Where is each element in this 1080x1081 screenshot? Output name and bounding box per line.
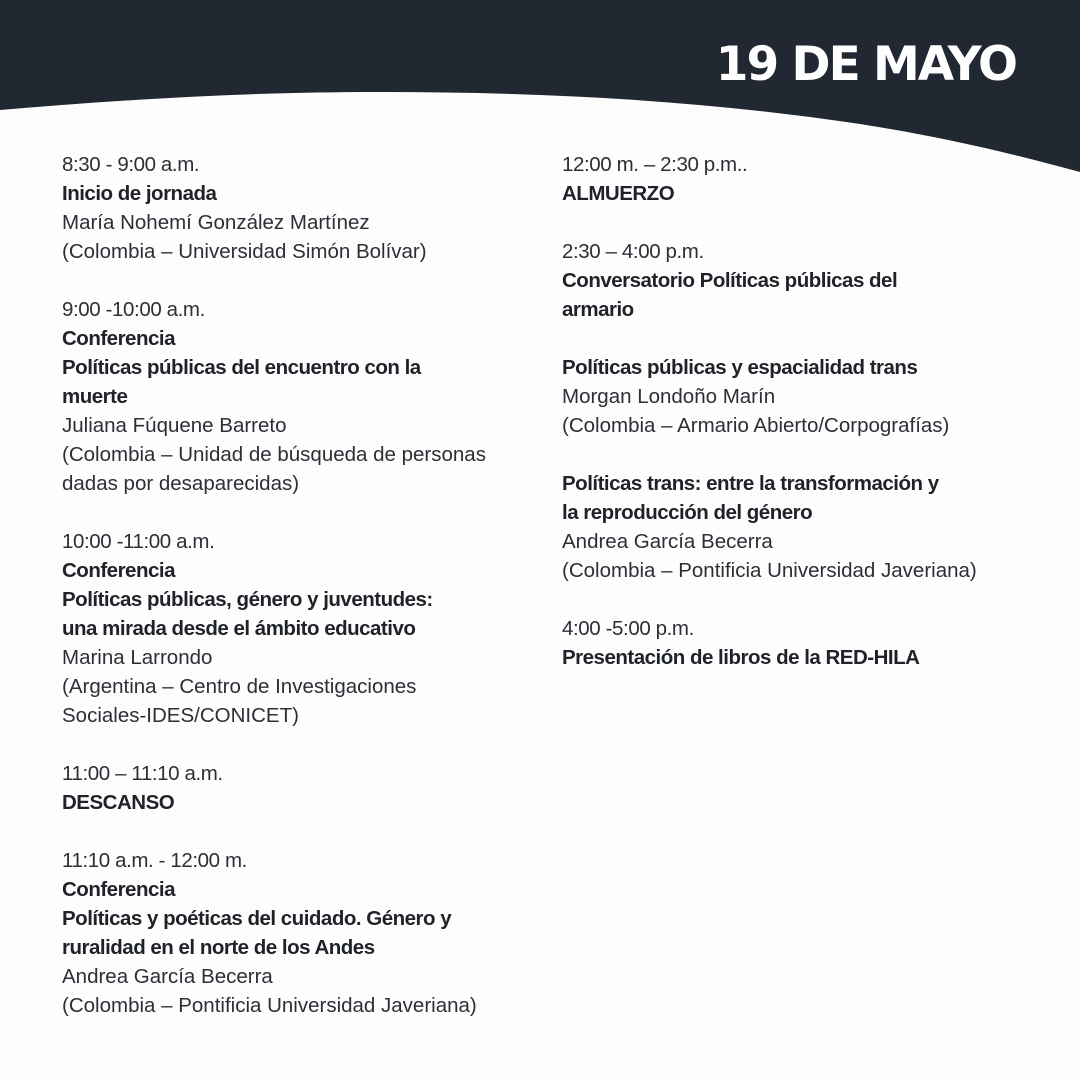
event-detail-line: Morgan Londoño Marín [562,385,776,408]
event-title-line: Conferencia [62,878,175,901]
schedule-event [562,150,1042,208]
event-detail-line: Marina Larrondo [62,646,213,669]
schedule-column-right [562,150,1042,701]
event-time: 12:00 m. – 2:30 p.m.. [562,153,748,176]
event-title-line: Conferencia [62,559,175,582]
event-title-line: muerte [62,385,128,408]
event-title-line: ALMUERZO [562,182,675,205]
event-detail-line: (Colombia – Unidad de búsqueda de personas [62,443,486,466]
event-detail-line: (Colombia – Pontificia Universidad Javeriana) [62,994,477,1017]
event-title-line: ruralidad en el norte de los Andes [62,936,375,959]
event-detail-line: Andrea García Becerra [562,530,773,553]
schedule-event [562,614,1042,672]
event-time: 2:30 – 4:00 p.m. [562,240,704,263]
event-detail-line: (Colombia – Armario Abierto/Corpografías) [562,414,950,437]
schedule-event [562,469,1042,585]
event-title-line: una mirada desde el ámbito educativo [62,617,416,640]
event-time: 11:00 – 11:10 a.m. [62,762,223,785]
event-title-line: Presentación de libros de la RED-HILA [562,646,920,669]
event-title-line: Inicio de jornada [62,182,217,205]
schedule-event [62,150,542,266]
event-detail-line: Andrea García Becerra [62,965,273,988]
date-title: 19 DE MAYO [715,37,1016,92]
schedule-event [562,353,1042,440]
event-detail-line: (Colombia – Universidad Simón Bolívar) [62,240,427,263]
event-title-line: Políticas públicas del encuentro con la [62,356,421,379]
event-detail-line: Sociales-IDES/CONICET) [62,704,299,727]
event-title-line: armario [562,298,634,321]
event-title-line: Políticas públicas, género y juventudes: [62,588,433,611]
event-title-line: Políticas y poéticas del cuidado. Género y [62,907,452,930]
event-detail-line: (Argentina – Centro de Investigaciones [62,675,417,698]
event-detail-line: Juliana Fúquene Barreto [62,414,287,437]
event-time: 8:30 - 9:00 a.m. [62,153,200,176]
event-time: 11:10 a.m. - 12:00 m. [62,849,247,872]
event-time: 4:00 -5:00 p.m. [562,617,694,640]
event-time: 10:00 -11:00 a.m. [62,530,215,553]
schedule-column-left [62,150,542,1049]
event-detail-line: (Colombia – Pontificia Universidad Javeriana) [562,559,977,582]
event-title-line: Conferencia [62,327,175,350]
event-detail-line: dadas por desaparecidas) [62,472,300,495]
event-title-line: Políticas trans: entre la transformación y [562,472,939,495]
schedule-event [62,759,542,817]
schedule-event [62,846,542,1020]
event-title-line: Conversatorio Políticas públicas del [562,269,898,292]
schedule-event [62,527,542,730]
event-title-line: Políticas públicas y espacialidad trans [562,356,918,379]
event-title-line: DESCANSO [62,791,175,814]
event-time: 9:00 -10:00 a.m. [62,298,205,321]
schedule-event [562,237,1042,324]
event-title-line: la reproducción del género [562,501,813,524]
event-detail-line: María Nohemí González Martínez [62,211,370,234]
schedule-event [62,295,542,498]
